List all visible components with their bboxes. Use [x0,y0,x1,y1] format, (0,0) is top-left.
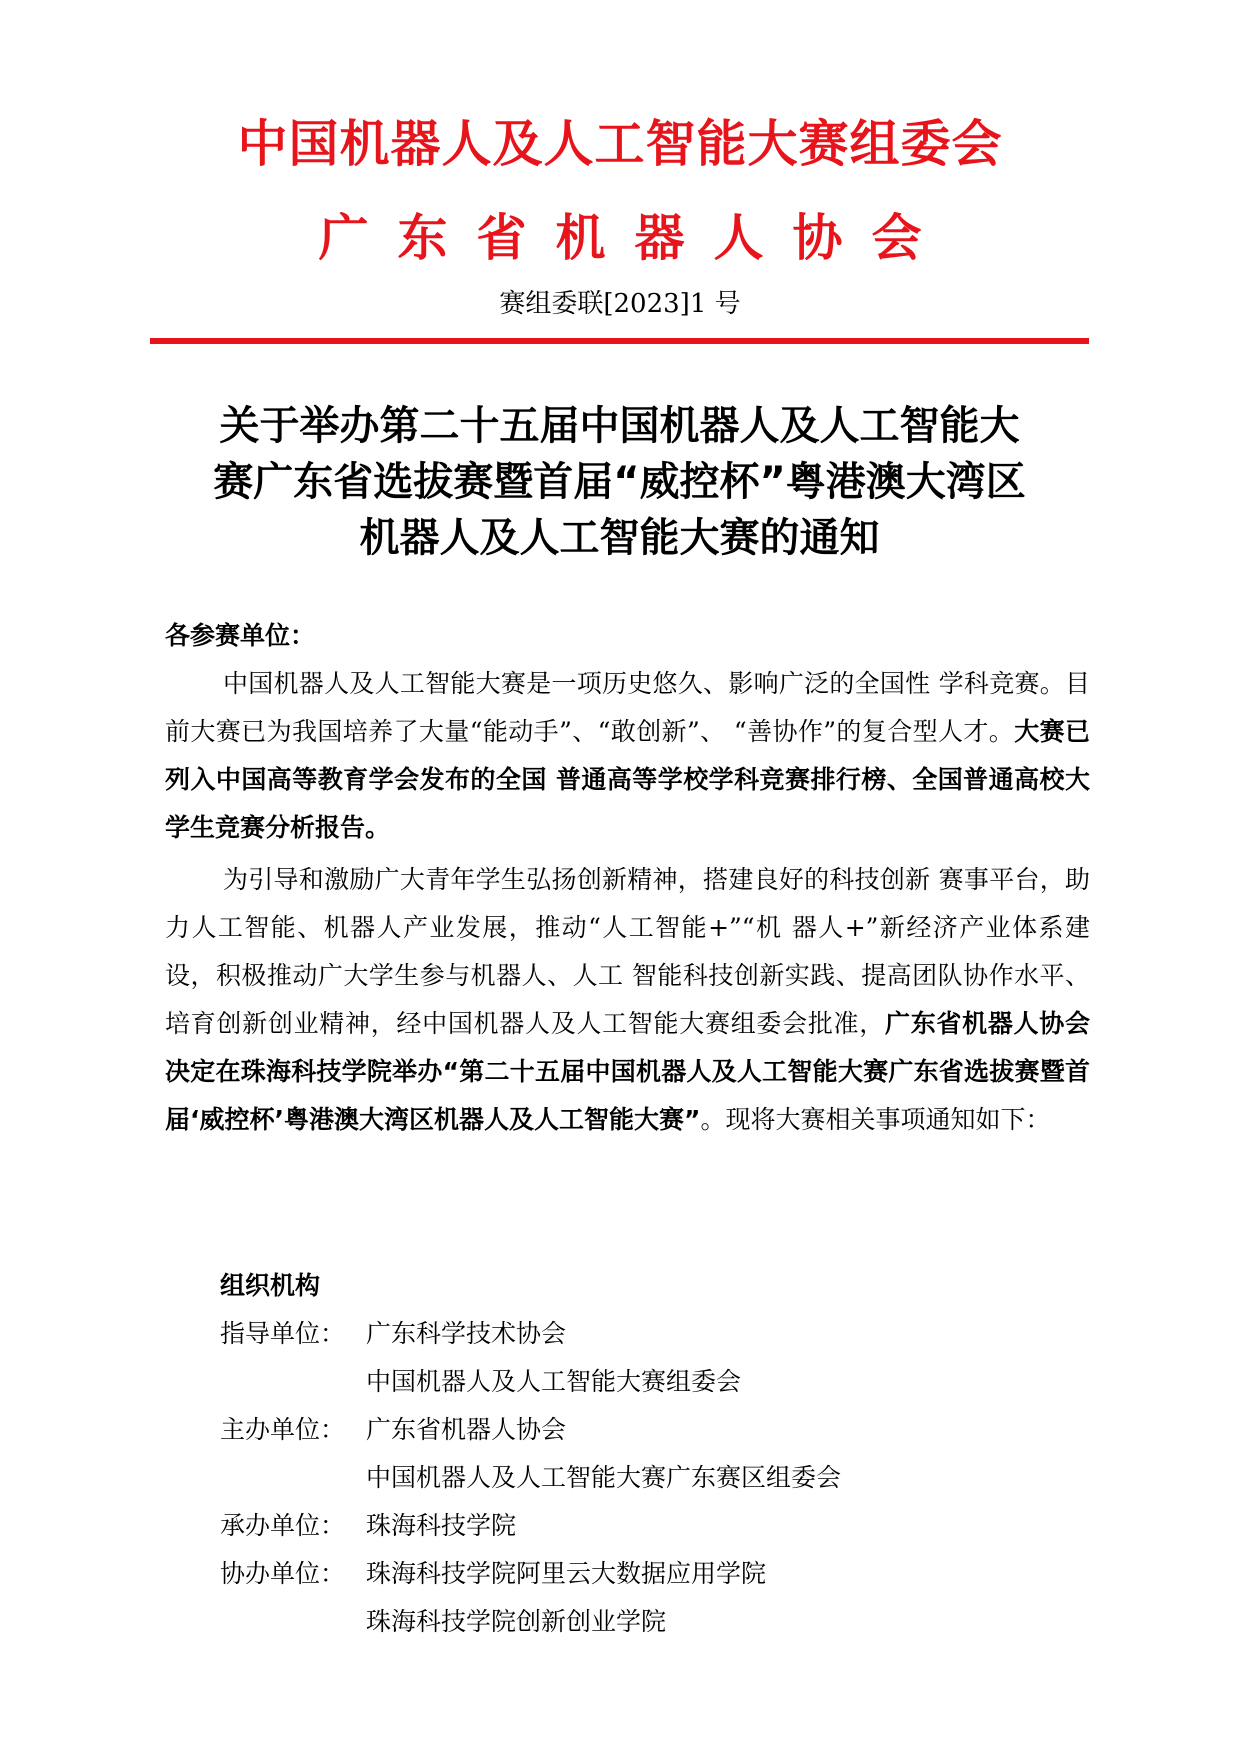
organizer-label: 承办单位： [220,1511,346,1540]
guide-row [220,1310,566,1358]
paragraph-1-bold: 大赛已列入中国高等教育学会发布的全国 普通高等学校学科竞赛排行榜、全国普通高校大学生竞赛分析报告。 [165,717,1090,842]
host-value-1: 广东省机器人协会 [366,1415,567,1444]
host-value-2: 中国机器人及人工智能大赛广东赛区组委会 [366,1463,842,1492]
issuer-line-1: 中国机器人及人工智能大赛组委会 [237,115,1003,173]
guide-value-2: 中国机器人及人工智能大赛组委会 [366,1367,742,1396]
title-line-1: 关于举办第二十五届中国机器人及人工智能大 [219,403,1020,449]
organizer-value-1: 珠海科技学院 [366,1511,517,1540]
guide-value-1: 广东科学技术协会 [366,1319,567,1348]
host-row [220,1406,566,1454]
notice-title [150,398,1089,566]
guide-label: 指导单位： [220,1319,346,1348]
paragraph-1-text: 中国机器人及人工智能大赛是一项历史悠久、影响广泛的全国性 学科竞赛。目前大赛已为我国培养了大量“能动手”、“敢创新”、 “善协作”的复合型人才。 [165,669,1090,746]
host-label: 主办单位： [220,1415,346,1444]
organizer-row [220,1502,516,1550]
paragraph-2-bold: 广东省机器人协会决定在珠海科技学院举办“第二十五届中国机器人及人工智能大赛广东省选拔赛暨首届‘威控杯’粤港澳大湾区机器人及人工智能大赛” [165,1009,1090,1134]
co-organizer-value-2: 珠海科技学院创新创业学院 [366,1607,667,1636]
title-line-2: 赛广东省选拔赛暨首届“威控杯”粤港澳大湾区 [213,459,1026,505]
paragraph-2-text: 为引导和激励广大青年学生弘扬创新精神，搭建良好的科技创新 赛事平台，助力人工智能、机器人产业发展，推动“人工智能+”“机 器人+”新经济产业体系建设，积极推动广大学生参与机器人、人工 智能科技创新实践、提高团队协作水平、培育创新创业精神，经中国机器人及人工智能大赛组委会批准， [165,865,1090,1038]
red-divider [150,338,1089,344]
co-organizer-value-1: 珠海科技学院阿里云大数据应用学院 [366,1559,767,1588]
salutation: 各参赛单位： [165,621,316,650]
document-number: 赛组委联[2023]1 号 [499,289,741,319]
title-line-3: 机器人及人工智能大赛的通知 [359,515,880,561]
paragraph-2 [165,856,1090,1144]
paragraph-1 [165,660,1090,852]
co-organizer-row [220,1550,766,1598]
paragraph-2-end: 。现将大赛相关事项通知如下： [700,1105,1051,1134]
co-organizer-label: 协办单位： [220,1559,346,1588]
issuer-line-2: 广东省机器人协会 [318,209,951,267]
organization-heading: 组织机构 [220,1271,321,1300]
